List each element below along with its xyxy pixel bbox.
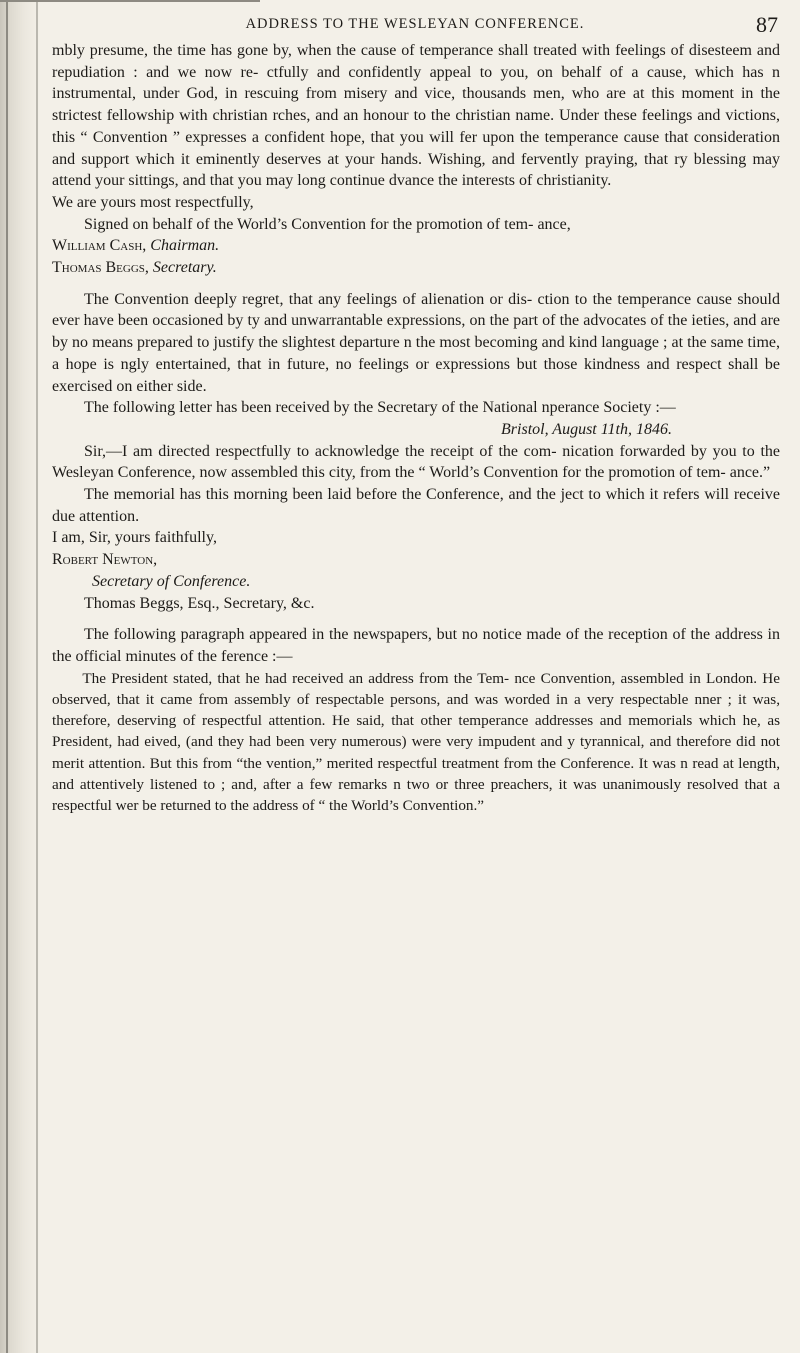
paragraph-newspaper: The following paragraph appeared in the newspapers, but no notice made of the reception of the address in the official minutes of the ference :— bbox=[52, 626, 780, 665]
signature-chairman bbox=[52, 235, 780, 257]
gutter-edge-line bbox=[6, 0, 8, 1353]
top-rule bbox=[0, 0, 260, 2]
paragraph-president: The President stated, that he had received an address from the Tem- nce Convention, assembled in London. He observed, that it came from assembly of respectable persons, and was worded in a very respectable nner ; it was, therefore, deserving of respectful attention. He said, that other temperance addresses and memorials which he, as President, had eived, (and they had been very numerous) were very impudent and y tyrannical, and therefore did not merit attention. But this from “the vention,” merited respectful treatment from the Conference. It was n read at length, and attentively listened to ; and, after a few remarks n two or three preachers, it was unanimously resolved that a respectful wer be returned to the address of “ the World’s Convention.” bbox=[52, 669, 780, 814]
signature-secretary bbox=[52, 257, 780, 279]
paragraph-memorial: The memorial has this morning been laid before the Conference, and the ject to which it refers will receive due attention. bbox=[52, 486, 780, 525]
running-head bbox=[52, 12, 778, 36]
page-body bbox=[52, 40, 780, 816]
paragraph-convention-regret: The Convention deeply regret, that any feelings of alienation or dis- ction to the temperance cause should ever have been occasioned by ty and unwarrantable expressions, on the part of the advocates of the ieties, and are by no means prepared to justify the slightest departure n the most becoming and kind language ; at the same time, a hope is ngly entertained, that in future, no feelings or expressions but those kindness and respect shall be exercised on either side. bbox=[52, 290, 780, 395]
chairman-role: Chairman. bbox=[150, 237, 220, 255]
paragraph-appeal: mbly presume, the time has gone by, when the cause of temperance shall treated with feelings of disesteem and repudiation : and we now re- ctfully and confidently appeal to you, on behalf of a cause, which has n instrumental, under God, in rescuing from misery and vice, thousands men, who are at this moment in the strictest fellowship with christian rches, and an honour to the christian name. Under these feelings and victions, this “ Convention ” expresses a confident hope, that you will fer upon the temperance cause that consideration and support which it eminently deserves at your hands. Wishing, and fervently praying, that ry blessing may attend your sittings, and that you may long continue dvance the interests of christianity. bbox=[52, 42, 780, 190]
paragraph-signed: Signed on behalf of the World’s Convention for the promotion of tem- ance, bbox=[84, 215, 571, 233]
signature-newton-name bbox=[52, 549, 780, 571]
secretary-role: Secretary. bbox=[152, 259, 217, 277]
newton-name: Robert Newton, bbox=[52, 551, 158, 569]
paragraph-addressee: Thomas Beggs, Esq., Secretary, &c. bbox=[84, 594, 315, 612]
page-number: 87 bbox=[756, 12, 778, 37]
paragraph-letter-body: Sir,—I am directed respectfully to acknowledge the receipt of the com- nication forwarded by you to the Wesleyan Conference, now assembled this city, from the “ World’s Convention for the promotion of tem- ance.” bbox=[52, 442, 780, 482]
chairman-name: William Cash, bbox=[52, 237, 147, 255]
letter-date: Bristol, August 11th, 1846. bbox=[501, 420, 672, 438]
secretary-name: Thomas Beggs, bbox=[52, 259, 149, 277]
gutter-fold-line bbox=[36, 0, 38, 1353]
paragraph-closing: We are yours most respectfully, bbox=[52, 193, 254, 211]
paragraph-letter-intro: The following letter has been received by the Secretary of the National nperance Society :— bbox=[84, 399, 676, 417]
paragraph-letter-closing: I am, Sir, yours faithfully, bbox=[52, 529, 217, 547]
signature-newton-role: Secretary of Conference. bbox=[92, 572, 251, 590]
running-title: ADDRESS TO THE WESLEYAN CONFERENCE. bbox=[245, 16, 585, 32]
